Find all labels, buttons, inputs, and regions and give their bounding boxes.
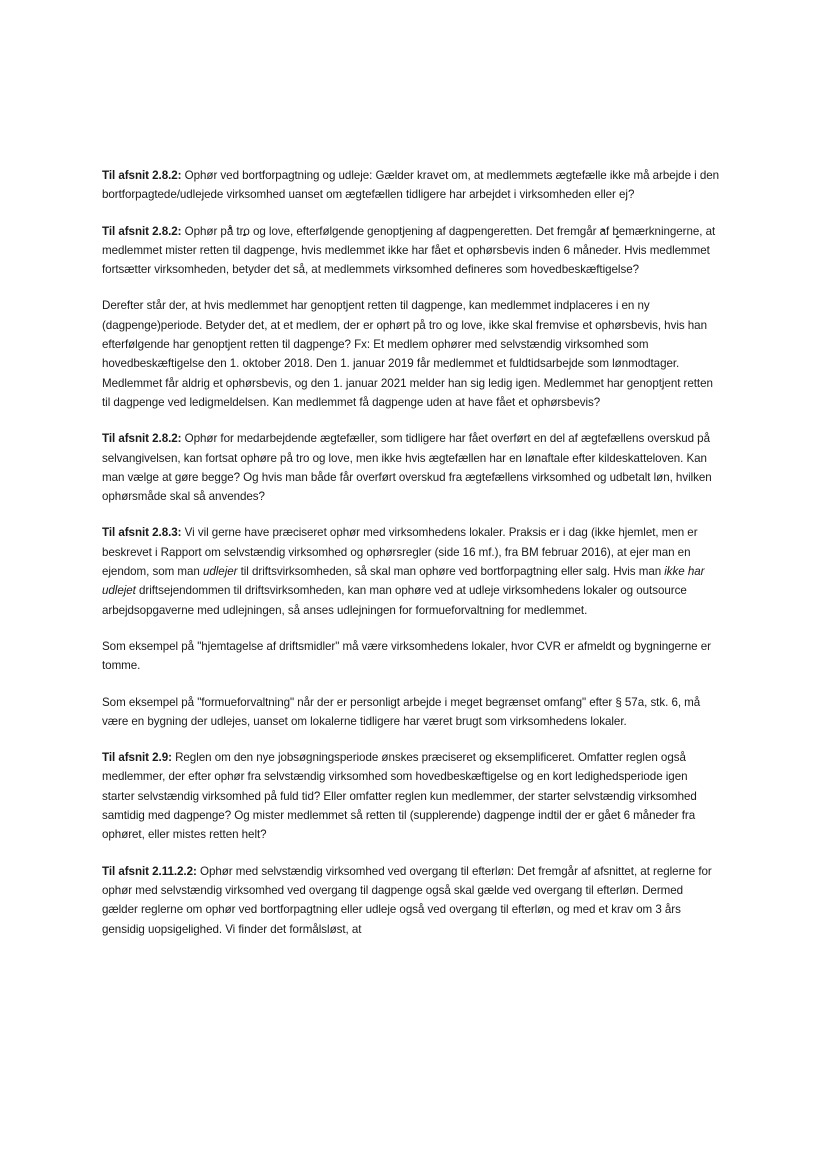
paragraph-text: Ophør ved bortforpagtning og udleje: Gælder kravet om, at medlemmets ægtefælle ikke må arbejde i den bortforpagtede/udlejede virksomhed uanset om ægtefællen tidligere har arbejdet i virksomheden eller ej? [102,169,720,202]
paragraph-genoptjening-example [102,296,720,412]
paragraph-text: Ophør med selvstændig virksomhed ved overgang til efterløn: Det fremgår af afsnittet, at reglerne for ophør med selvstændig virksomhed ved overgang til dagpenge også skal gælde ved overgang til efterløn. Dermed gælder reglerne om ophør ved bortforpagtning eller udleje også ved overgang til efterløn, og med et krav om 3 års gensidig uopsigelighed. Vi finder det formålsløst, at [102,864,712,936]
document-page [102,166,720,956]
section-ref: Til afsnit 2.8.3: [102,526,182,540]
paragraph-hjemtagelse-example [102,637,720,676]
paragraph-text: Som eksempel på "formueforvaltning" når der er personligt arbejde i meget begrænset omfang" efter § 57a, stk. 6, må være en bygning der udlejes, uanset om lokalerne tidligere har været brugt som virksomhedens lokaler. [102,695,701,728]
emphasis-ikke-har-udlejet: ikke har udlejet [102,565,705,598]
paragraph-text: Vi vil gerne have præciseret ophør med virksomhedens lokaler. Praksis er i dag (ikke hjemlet, men er beskrevet i Rapport om selvstændig virksomhed og ophørsregler (side 16 mf.), fra BM februar 2016), at ejer man en ejendom, som man [102,526,698,579]
paragraph-text: til driftsvirksomheden, så skal man ophøre ved bortforpagtning eller salg. Hvis man [237,565,665,579]
paragraph-text: Reglen om den nye jobsøgningsperiode ønskes præciseret og eksemplificeret. Omfatter reglen også medlemmer, der efter ophør fra selvstændig virksomhed som hovedbeskæftigelse og en kort ledighedsperiode igen starter selvstændig virksomhed på fuld tid? Eller omfatter reglen kun medlemmer, der starter selvstændig virksomhed samtidig med dagpenge? Og mister medlemmet så retten til (supplerende) dagpenge indtil der er gået 6 måneder fra ophøret, eller mistes retten helt? [102,751,697,842]
section-ref: Til afsnit 2.8.2: [102,224,182,238]
section-ref: Til afsnit 2.11.2.2: [102,864,197,878]
paragraph-text: driftsejendommen til driftsvirksomheden, kan man ophøre ved at udleje virksomhedens lokaler og outsource arbejdsopgaverne med udlejningen, så anses udlejningen for formueforvaltning for medlemmet. [102,584,687,617]
paragraph-2-9-jobsoegning [102,748,720,844]
emphasis-udlejer: udlejer [202,565,238,579]
paragraph-text: Som eksempel på "hjemtagelse af driftsmidler" må være virksomhedens lokaler, hvor CVR er afmeldt og bygningerne er tomme. [102,639,711,673]
paragraph-2-8-2-aegtefaeller [102,429,720,506]
paragraph-2-8-2-tro-og-love [102,222,720,280]
paragraph-text: Derefter står der, at hvis medlemmet har genoptjent retten til dagpenge, kan medlemmet indplaceres i en ny (dagpenge)periode. Betyder det, at et medlem, der er ophørt på tro og love, ikke skal fremvise et ophørsbevis, hvis han efterfølgende har genoptjent retten til dagpenge? Fx: Et medlem ophører med selvstændig virksomhed som hovedbeskæftigelse den 1. oktober 2018. Den 1. januar 2019 får medlemmet et fuldtidsarbejde som lønmodtager. Medlemmet får aldrig et ophørsbevis, og den 1. januar 2021 melder han sig ledig igen. Medlemmet har genoptjent retten til dagpenge ved ledigmeldelsen. Kan medlemmet få dagpenge uden at have fået et ophørsbevis? [102,299,713,409]
paragraph-2-11-2-2-efterloen [102,862,720,939]
paragraph-2-8-2-udleje [102,166,720,205]
paragraph-formueforvaltning-example [102,693,720,732]
section-ref: Til afsnit 2.8.2: [102,169,182,182]
section-ref: Til afsnit 2.9: [102,751,172,765]
paragraph-2-8-3-lokaler [102,523,720,619]
paragraph-text: Ophør for medarbejdende ægtefæller, som tidligere har fået overført en del af ægtefællens overskud på selvangivelsen, kan fortsat ophøre på tro og love, men ikke hvis ægtefællen har en lønaftale efter kildeskatteloven. Kan man vælge at gøre begge? Og hvis man både får overført overskud fra ægtefællens virksomhed og udbetalt løn, hvilken ophørsmåde skal så anvendes? [102,432,712,504]
paragraph-text: Ophør på tro og love, efterfølgende genoptjening af dagpengeretten. Det fremgår af bemærkningerne, at medlemmet mister retten til dagpenge, hvis medlemmet ikke har fået et ophørsbevis inden 6 måneder. Hvis medlemmet fortsætter virksomheden, betyder det så, at medlemmets virksomhed defineres som hovedbeskæftigelse? [102,224,716,277]
section-ref: Til afsnit 2.8.2: [102,432,182,446]
